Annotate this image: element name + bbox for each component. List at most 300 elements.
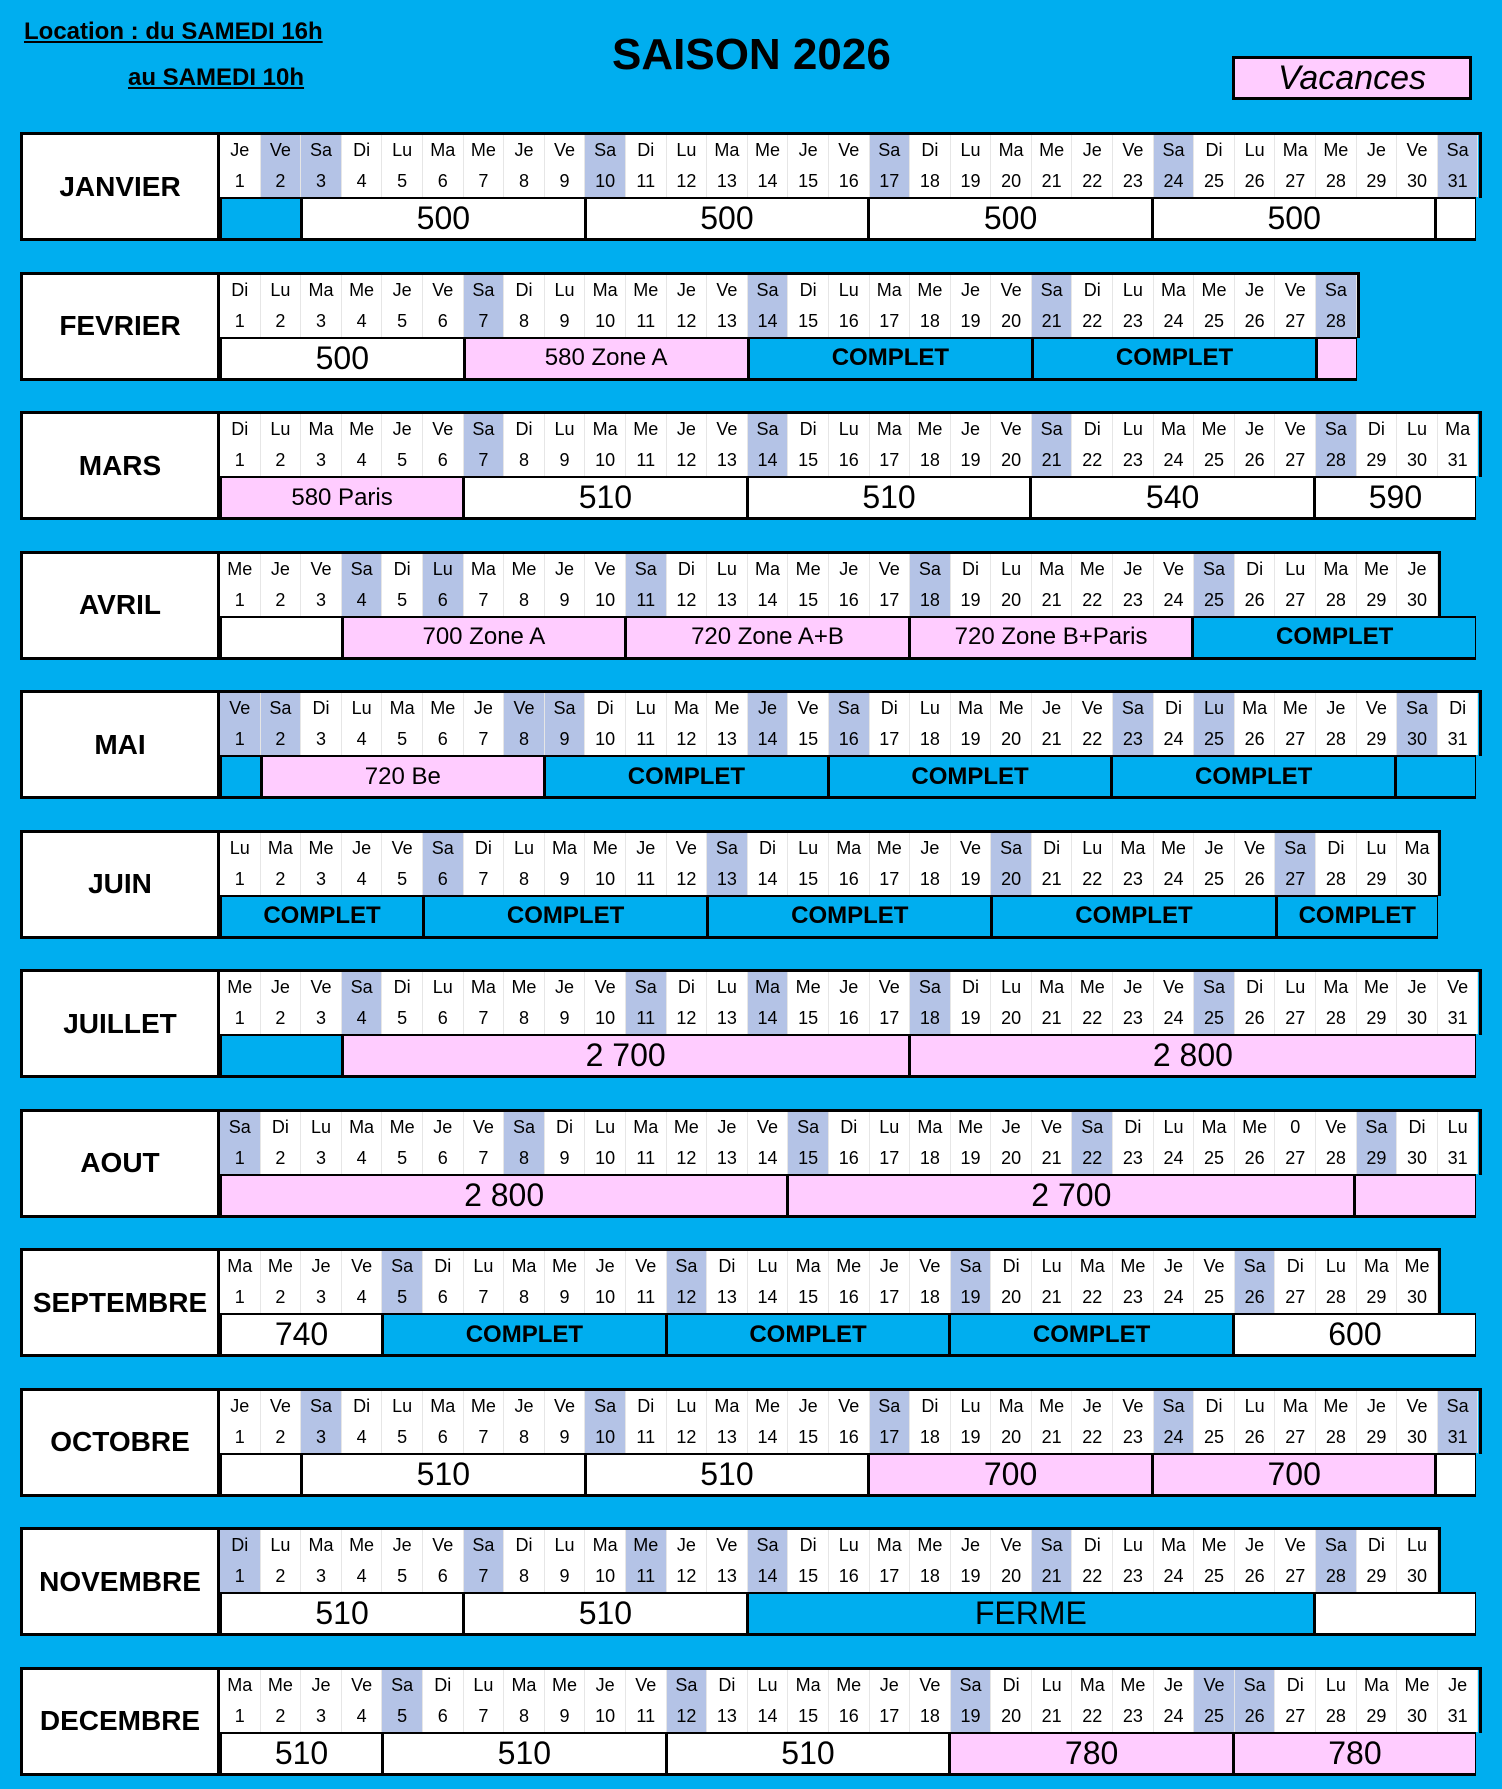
day-number-cell: 14 — [748, 1003, 789, 1034]
weekday-cell: Me — [626, 275, 667, 306]
day-number-cell: 4 — [342, 1561, 383, 1592]
price-row — [220, 1592, 1476, 1636]
weekday-cell: Di — [423, 1251, 464, 1282]
weekday-cell: Lu — [707, 972, 748, 1003]
day-number-cell: 11 — [626, 1143, 667, 1174]
weekday-cell: Sa — [1438, 1391, 1479, 1422]
weekday-cell: Me — [991, 693, 1032, 724]
weekday-cell: Di — [667, 972, 708, 1003]
weekday-cell: Ve — [788, 693, 829, 724]
day-number-cell: 27 — [1275, 445, 1316, 476]
day-number-cell: 31 — [1438, 166, 1479, 197]
weekday-cell: Je — [1194, 833, 1235, 864]
day-number-cell: 27 — [1275, 306, 1316, 337]
weekday-cell: Me — [1113, 1670, 1154, 1701]
price-block: 510 — [220, 1734, 382, 1773]
day-number-cell: 29 — [1357, 1701, 1398, 1732]
weekday-cell: Ma — [870, 1530, 911, 1561]
weekday-cell: Di — [951, 972, 992, 1003]
day-number-cell: 17 — [870, 1143, 911, 1174]
weekday-cell: Sa — [585, 1391, 626, 1422]
weekday-cell: Ve — [464, 1112, 505, 1143]
day-number-cell: 31 — [1438, 1003, 1479, 1034]
weekday-cell: Je — [1072, 135, 1113, 166]
weekday-cell: Me — [829, 1670, 870, 1701]
day-number-cell: 30 — [1397, 1282, 1438, 1313]
weekday-row — [220, 1391, 1479, 1422]
day-number-cell: 18 — [910, 1701, 951, 1732]
weekday-cell: Di — [261, 1112, 302, 1143]
weekday-cell: Di — [1316, 833, 1357, 864]
weekday-row — [220, 1112, 1479, 1143]
weekday-cell: Ve — [626, 1670, 667, 1701]
day-number-cell: 4 — [342, 724, 383, 755]
complet-block: COMPLET — [1111, 757, 1395, 796]
day-number-cell: 19 — [951, 1003, 992, 1034]
weekday-cell: Di — [829, 1112, 870, 1143]
weekday-cell: Di — [1032, 833, 1073, 864]
day-number-cell: 8 — [504, 306, 545, 337]
weekday-cell: Di — [1275, 1670, 1316, 1701]
day-number-cell: 4 — [342, 306, 383, 337]
weekday-cell: Lu — [829, 1530, 870, 1561]
day-number-cell: 4 — [342, 864, 383, 895]
day-number-cell: 7 — [464, 1701, 505, 1732]
weekday-cell: Ve — [585, 972, 626, 1003]
day-number-cell: 21 — [1032, 1422, 1073, 1453]
day-number-cell: 22 — [1072, 1282, 1113, 1313]
weekday-row — [220, 1670, 1479, 1701]
day-number-cell: 23 — [1113, 585, 1154, 616]
weekday-cell: Di — [667, 554, 708, 585]
weekday-cell: Ma — [1154, 414, 1195, 445]
day-number-cell: 31 — [1438, 445, 1479, 476]
day-number-cell: 10 — [585, 1561, 626, 1592]
weekday-cell: Je — [788, 135, 829, 166]
weekday-cell: Di — [220, 414, 261, 445]
day-number-cell: 13 — [707, 864, 748, 895]
weekday-cell: Me — [910, 414, 951, 445]
weekday-cell: Ve — [301, 554, 342, 585]
day-number-cell: 2 — [261, 585, 302, 616]
weekday-cell: Ma — [870, 275, 911, 306]
day-number-cell: 24 — [1154, 1561, 1195, 1592]
day-number-cell: 8 — [504, 1003, 545, 1034]
day-number-cell: 9 — [545, 306, 586, 337]
price-block: 700 — [1152, 1455, 1436, 1494]
price-block — [1435, 199, 1476, 238]
weekday-cell: Sa — [261, 693, 302, 724]
weekday-cell: Je — [504, 1391, 545, 1422]
day-number-cell: 5 — [382, 1282, 423, 1313]
weekday-cell: Di — [991, 1670, 1032, 1701]
weekday-cell: Di — [870, 693, 911, 724]
weekday-cell: Ve — [1113, 135, 1154, 166]
price-block: 2 700 — [787, 1176, 1354, 1215]
day-number-cell: 11 — [626, 445, 667, 476]
weekday-cell: Di — [748, 833, 789, 864]
day-number-cell: 19 — [951, 864, 992, 895]
day-number-cell: 1 — [220, 166, 261, 197]
weekday-cell: Me — [464, 1391, 505, 1422]
day-number-cell: 17 — [870, 1561, 911, 1592]
day-number-cell: 10 — [585, 1282, 626, 1313]
day-number-cell: 11 — [626, 1561, 667, 1592]
day-number-cell: 26 — [1235, 1561, 1276, 1592]
weekday-cell: Ve — [342, 1670, 383, 1701]
day-number-cell: 30 — [1397, 1422, 1438, 1453]
weekday-cell: Lu — [1316, 1251, 1357, 1282]
weekday-cell: Sa — [382, 1251, 423, 1282]
weekday-cell: Sa — [342, 554, 383, 585]
weekday-cell: Sa — [464, 414, 505, 445]
weekday-cell: Ma — [1357, 1670, 1398, 1701]
day-number-cell: 26 — [1235, 1701, 1276, 1732]
day-number-cell: 7 — [464, 166, 505, 197]
day-number-cell: 24 — [1154, 1003, 1195, 1034]
weekday-cell: Lu — [1235, 1391, 1276, 1422]
day-number-cell: 13 — [707, 1143, 748, 1174]
weekday-cell: Ve — [1438, 972, 1479, 1003]
day-number-cell: 5 — [382, 585, 423, 616]
weekday-cell: Sa — [423, 833, 464, 864]
day-number-cell: 12 — [667, 864, 708, 895]
weekday-cell: Je — [220, 135, 261, 166]
weekday-cell: Ma — [829, 833, 870, 864]
day-number-row — [220, 1143, 1479, 1174]
day-number-row — [220, 1561, 1438, 1592]
day-number-cell: 21 — [1032, 1143, 1073, 1174]
day-number-cell: 22 — [1072, 1003, 1113, 1034]
day-number-cell: 7 — [464, 306, 505, 337]
weekday-cell: Di — [1072, 275, 1113, 306]
day-number-cell: 8 — [504, 1422, 545, 1453]
weekday-cell: Ve — [910, 1670, 951, 1701]
weekday-cell: Je — [1357, 135, 1398, 166]
weekday-cell: Ma — [301, 275, 342, 306]
day-number-cell: 9 — [545, 585, 586, 616]
weekday-row — [220, 1530, 1438, 1561]
weekday-cell: Me — [748, 135, 789, 166]
weekday-cell: Me — [1072, 972, 1113, 1003]
weekday-cell: Me — [545, 1251, 586, 1282]
day-number-cell: 24 — [1154, 1143, 1195, 1174]
weekday-cell: Je — [829, 554, 870, 585]
complet-block: COMPLET — [748, 339, 1032, 378]
day-number-cell: 29 — [1357, 585, 1398, 616]
day-number-cell: 18 — [910, 306, 951, 337]
day-number-cell: 16 — [829, 724, 870, 755]
day-number-cell: 22 — [1072, 1422, 1113, 1453]
weekday-cell: Lu — [1032, 1251, 1073, 1282]
weekday-cell: Sa — [748, 275, 789, 306]
day-number-cell: 18 — [910, 1003, 951, 1034]
weekday-cell: Sa — [748, 1530, 789, 1561]
day-number-cell: 30 — [1397, 166, 1438, 197]
weekday-cell: Ma — [1275, 1391, 1316, 1422]
weekday-cell: Sa — [870, 1391, 911, 1422]
day-number-cell: 8 — [504, 166, 545, 197]
price-block: 720 Zone A+B — [625, 618, 909, 657]
weekday-cell: Ve — [1072, 693, 1113, 724]
month-name: AVRIL — [20, 551, 220, 660]
day-number-cell: 18 — [910, 1282, 951, 1313]
day-number-cell: 10 — [585, 306, 626, 337]
day-number-cell: 22 — [1072, 1561, 1113, 1592]
day-number-cell: 10 — [585, 864, 626, 895]
weekday-cell: Ve — [1194, 1670, 1235, 1701]
weekday-cell: Ma — [1316, 972, 1357, 1003]
day-number-cell: 18 — [910, 1143, 951, 1174]
weekday-cell: Di — [1072, 1530, 1113, 1561]
weekday-cell: Di — [585, 693, 626, 724]
weekday-cell: Je — [464, 693, 505, 724]
price-block: 2 700 — [342, 1036, 909, 1075]
weekday-cell: Me — [870, 833, 911, 864]
weekday-cell: Di — [1072, 414, 1113, 445]
weekday-cell: Ve — [748, 1112, 789, 1143]
day-number-cell: 7 — [464, 1282, 505, 1313]
price-row — [220, 1034, 1476, 1078]
day-number-cell: 2 — [261, 724, 302, 755]
weekday-cell: Je — [667, 275, 708, 306]
day-number-cell: 3 — [301, 1282, 342, 1313]
price-block: 500 — [1152, 199, 1436, 238]
day-number-cell: 5 — [382, 724, 423, 755]
day-number-cell: 28 — [1316, 585, 1357, 616]
day-number-cell: 2 — [261, 864, 302, 895]
weekday-cell: Di — [382, 554, 423, 585]
day-number-cell: 2 — [261, 306, 302, 337]
day-number-cell: 30 — [1397, 1701, 1438, 1732]
day-number-cell: 19 — [951, 585, 992, 616]
day-number-cell: 26 — [1235, 166, 1276, 197]
day-number-cell: 18 — [910, 166, 951, 197]
weekday-cell: Di — [788, 275, 829, 306]
weekday-cell: Me — [261, 1670, 302, 1701]
ferme-block: FERME — [747, 1594, 1314, 1633]
weekday-cell: Sa — [545, 693, 586, 724]
weekday-cell: Je — [951, 414, 992, 445]
weekday-row — [220, 833, 1438, 864]
weekday-cell: Me — [1072, 554, 1113, 585]
weekday-cell: Je — [910, 833, 951, 864]
weekday-cell: Ve — [1194, 1251, 1235, 1282]
day-number-cell: 29 — [1357, 1282, 1398, 1313]
day-number-cell: 6 — [423, 585, 464, 616]
weekday-cell: Di — [788, 1530, 829, 1561]
weekday-cell: Ve — [707, 1530, 748, 1561]
day-number-row — [220, 1003, 1479, 1034]
weekday-cell: Di — [1194, 1391, 1235, 1422]
weekday-cell: Je — [667, 414, 708, 445]
day-number-cell: 1 — [220, 1701, 261, 1732]
day-number-cell: 17 — [870, 864, 911, 895]
weekday-cell: Ve — [1154, 972, 1195, 1003]
weekday-cell: Ma — [1154, 1530, 1195, 1561]
day-number-cell: 14 — [748, 1422, 789, 1453]
day-number-cell: 8 — [504, 445, 545, 476]
day-number-cell: 23 — [1113, 1282, 1154, 1313]
weekday-cell: Di — [788, 414, 829, 445]
day-number-cell: 4 — [342, 445, 383, 476]
weekday-cell: Me — [1357, 554, 1398, 585]
weekday-cell: Lu — [1438, 1112, 1479, 1143]
day-number-cell: 10 — [585, 1701, 626, 1732]
weekday-cell: Me — [382, 1112, 423, 1143]
weekday-cell: Ma — [1154, 275, 1195, 306]
weekday-cell: Ve — [870, 972, 911, 1003]
weekday-cell: Me — [545, 1670, 586, 1701]
weekday-cell: Ve — [910, 1251, 951, 1282]
day-number-cell: 27 — [1275, 864, 1316, 895]
day-number-cell: 3 — [301, 445, 342, 476]
weekday-cell: Je — [1316, 693, 1357, 724]
weekday-cell: Di — [1235, 554, 1276, 585]
weekday-cell: Lu — [464, 1251, 505, 1282]
weekday-cell: Lu — [1357, 833, 1398, 864]
weekday-cell: Lu — [423, 972, 464, 1003]
weekday-cell: Di — [1194, 135, 1235, 166]
price-block: 510 — [463, 478, 747, 517]
weekday-cell: Ve — [1275, 1530, 1316, 1561]
month-name: JANVIER — [20, 132, 220, 241]
day-number-cell: 16 — [829, 306, 870, 337]
price-row — [220, 197, 1476, 241]
month-name: JUILLET — [20, 969, 220, 1078]
weekday-cell: Ve — [951, 833, 992, 864]
weekday-cell: Ve — [545, 1391, 586, 1422]
day-number-row — [220, 1282, 1438, 1313]
location-line-1: Location : du SAMEDI 16h — [24, 18, 323, 45]
day-number-cell: 12 — [667, 1561, 708, 1592]
weekday-cell: Me — [1397, 1251, 1438, 1282]
weekday-cell: Di — [504, 1530, 545, 1561]
month-name: DECEMBRE — [20, 1667, 220, 1776]
day-number-cell: 6 — [423, 1561, 464, 1592]
day-number-cell: 20 — [991, 1561, 1032, 1592]
weekday-cell: Me — [1397, 1670, 1438, 1701]
day-number-cell: 9 — [545, 1422, 586, 1453]
day-number-cell: 4 — [342, 1003, 383, 1034]
day-number-cell: 26 — [1235, 864, 1276, 895]
day-number-cell: 28 — [1316, 1143, 1357, 1174]
price-block: 2 800 — [220, 1176, 787, 1215]
day-number-cell: 9 — [545, 166, 586, 197]
day-number-cell: 14 — [748, 306, 789, 337]
day-number-cell: 20 — [991, 445, 1032, 476]
day-number-cell: 23 — [1113, 166, 1154, 197]
day-number-cell: 17 — [870, 1701, 911, 1732]
day-number-row — [220, 724, 1479, 755]
weekday-cell: Me — [1194, 1530, 1235, 1561]
weekday-cell: Ve — [301, 972, 342, 1003]
day-number-cell: 29 — [1357, 1422, 1398, 1453]
weekday-cell: Lu — [261, 414, 302, 445]
weekday-cell: Ve — [342, 1251, 383, 1282]
day-number-cell: 3 — [301, 1422, 342, 1453]
day-number-cell: 9 — [545, 864, 586, 895]
weekday-cell: Ve — [423, 275, 464, 306]
weekday-cell: Sa — [1032, 414, 1073, 445]
weekday-cell: Sa — [1235, 1251, 1276, 1282]
weekday-cell: Lu — [1397, 414, 1438, 445]
price-block — [1314, 1594, 1476, 1633]
day-number-cell: 22 — [1072, 585, 1113, 616]
weekday-cell: Di — [342, 1391, 383, 1422]
day-number-cell: 6 — [423, 166, 464, 197]
day-number-cell: 31 — [1438, 1422, 1479, 1453]
day-number-cell: 25 — [1194, 1282, 1235, 1313]
day-number-cell: 16 — [829, 1003, 870, 1034]
weekday-cell: Ve — [545, 135, 586, 166]
day-number-cell: 1 — [220, 1561, 261, 1592]
weekday-cell: Sa — [1032, 275, 1073, 306]
day-number-cell: 6 — [423, 1701, 464, 1732]
weekday-cell: Di — [1154, 693, 1195, 724]
day-number-cell: 19 — [951, 724, 992, 755]
price-row — [220, 1313, 1476, 1357]
day-number-cell: 19 — [951, 1561, 992, 1592]
weekday-cell: Ma — [707, 1391, 748, 1422]
day-number-cell: 21 — [1032, 306, 1073, 337]
day-number-cell: 21 — [1032, 724, 1073, 755]
day-number-cell: 5 — [382, 1143, 423, 1174]
weekday-cell: Je — [1438, 1670, 1479, 1701]
day-number-cell: 15 — [788, 585, 829, 616]
day-number-cell: 30 — [1397, 1143, 1438, 1174]
day-number-cell: 25 — [1194, 1561, 1235, 1592]
day-number-cell: 1 — [220, 585, 261, 616]
weekday-cell: Ma — [1275, 135, 1316, 166]
day-number-cell: 13 — [707, 724, 748, 755]
weekday-row — [220, 1251, 1438, 1282]
day-number-cell: 10 — [585, 166, 626, 197]
day-number-cell: 11 — [626, 166, 667, 197]
weekday-cell: Je — [382, 414, 423, 445]
complet-block: COMPLET — [220, 897, 423, 936]
weekday-cell: Me — [1194, 414, 1235, 445]
weekday-cell: Sa — [1438, 135, 1479, 166]
weekday-cell: Me — [748, 1391, 789, 1422]
day-number-cell: 17 — [870, 1282, 911, 1313]
weekday-cell: Me — [951, 1112, 992, 1143]
weekday-cell: Ve — [261, 1391, 302, 1422]
weekday-cell: Ma — [301, 1530, 342, 1561]
day-number-cell: 18 — [910, 1561, 951, 1592]
weekday-cell: Je — [1072, 1391, 1113, 1422]
day-number-cell: 28 — [1316, 1003, 1357, 1034]
weekday-cell: Sa — [301, 1391, 342, 1422]
weekday-cell: Ma — [585, 1530, 626, 1561]
day-number-cell: 27 — [1275, 1143, 1316, 1174]
day-number-cell: 6 — [423, 1003, 464, 1034]
price-block: 580 Zone A — [464, 339, 748, 378]
weekday-cell: Ve — [707, 275, 748, 306]
day-number-cell: 17 — [870, 585, 911, 616]
day-number-cell: 27 — [1275, 1003, 1316, 1034]
day-number-cell: 23 — [1113, 1422, 1154, 1453]
weekday-cell: Ve — [829, 1391, 870, 1422]
day-number-cell: 29 — [1357, 724, 1398, 755]
day-number-cell: 28 — [1316, 1701, 1357, 1732]
day-number-cell: 15 — [788, 1003, 829, 1034]
weekday-cell: Ve — [1032, 1112, 1073, 1143]
weekday-cell: Sa — [382, 1670, 423, 1701]
day-number-cell: 23 — [1113, 1701, 1154, 1732]
day-number-cell: 30 — [1397, 585, 1438, 616]
weekday-cell: Lu — [382, 135, 423, 166]
